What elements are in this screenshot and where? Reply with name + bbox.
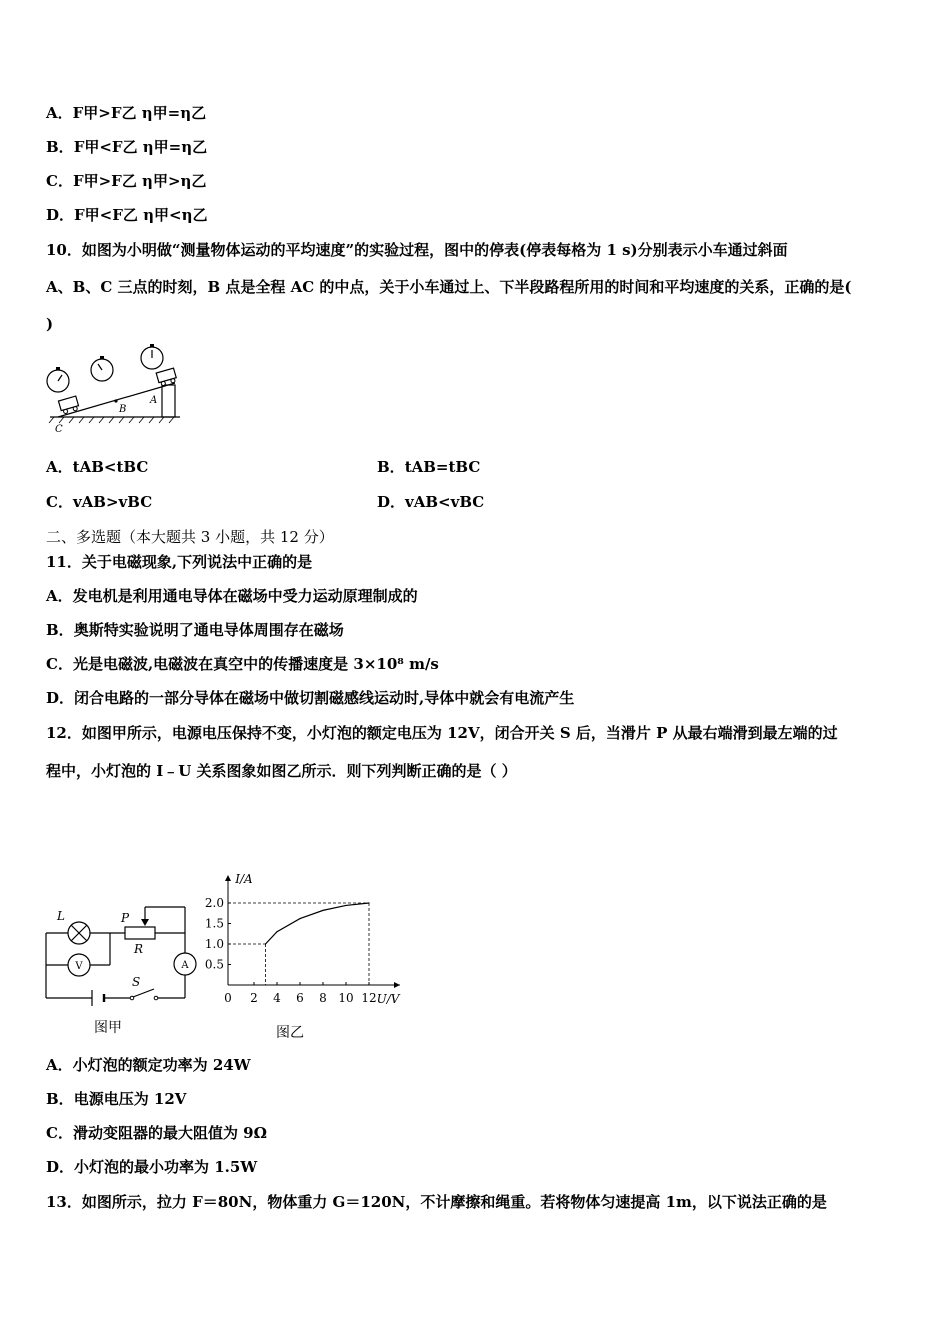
resistor-symbol [125,927,155,939]
iu-chart [200,865,410,1015]
q10-option-c: C．vAB>vBC [46,493,153,511]
q12-option-c: C．滑动变阻器的最大阻值为 9Ω [46,1124,267,1142]
battery-symbol [92,990,104,1006]
y-tick-label: 0.5 [204,957,224,972]
q10-stem-line2: A、B、C 三点的时刻，B 点是全程 AC 的中点，关于小车通过上、下半段路程所用的时间和平均速度的关系，正确的是( [46,278,852,296]
q10-incline-figure [40,340,190,435]
x-axis-label: U/V [376,992,400,1006]
q11-option-c-text: 光是电磁波,电磁波在真空中的传播速度是 3×10⁸ m/s [72,655,439,673]
data-point [276,931,277,932]
q9-option-c: C．F甲>F乙 η甲>η乙 [46,172,207,190]
q10-option-d: D．vAB<vBC [377,493,485,511]
q12-option-a: A．小灯泡的额定功率为 24W [46,1056,251,1074]
q11-option-d: D．闭合电路的一部分导体在磁场中做切割磁感线运动时,导体中就会有电流产生 [46,689,575,707]
x-tick-label: 0 [224,991,232,1005]
circuit-wires [46,907,185,998]
circuit-caption: 图甲 [94,1020,122,1036]
data-point [322,910,323,911]
q9-option-b: B．F甲<F乙 η甲=η乙 [46,138,208,156]
q10-option-b: B．tAB=tBC [377,458,481,476]
stopwatch-c [47,367,69,392]
q9-option-a-text: F甲>F乙 η甲=η乙 [72,104,207,122]
data-point [345,905,346,906]
data-point [299,918,300,919]
x-tick-label: 10 [338,991,354,1005]
ammeter-symbol [174,953,196,975]
q11-option-a: A．发电机是利用通电导体在磁场中受力运动原理制成的 [46,587,418,605]
q12-stem-line1: 12．如图甲所示，电源电压保持不变，小灯泡的额定电压为 12V，闭合开关 S 后，当滑片 P 从最右端滑到最左端的过 [46,724,838,742]
x-tick-label: 2 [250,991,258,1005]
section-heading: 二、多选题（本大题共 3 小题，共 12 分） [46,528,334,546]
q9-option-d: D．F甲<F乙 η甲<η乙 [46,206,208,224]
slider-label: P [121,911,130,925]
y-axis-arrow-icon [225,875,231,881]
q11-option-a-text: 发电机是利用通电导体在磁场中受力运动原理制成的 [72,587,418,605]
ammeter-label: A [181,960,189,971]
q9-option-b-text: F甲<F乙 η甲=η乙 [73,138,208,156]
q10-option-c-text: vAB>vBC [72,493,153,511]
q9-option-a: A．F甲>F乙 η甲=η乙 [46,104,207,122]
lamp-symbol [68,922,90,944]
lamp-label: L [57,909,65,923]
q12-option-b-text: 电源电压为 12V [73,1090,187,1108]
resistor-label: R [134,942,144,956]
slider-arrow-icon [141,919,149,926]
switch-label: S [132,975,141,989]
stopwatch-a [141,344,163,369]
y-tick-label: 1.5 [204,916,224,931]
x-tick-label: 8 [319,991,327,1005]
q12-option-d-text: 小灯泡的最小功率为 1.5W [74,1158,258,1176]
q10-option-a: A．tAB<tBC [46,458,149,476]
series-line-0 [266,903,370,944]
y-tick-label: 1.0 [204,937,224,951]
q11-option-d-text: 闭合电路的一部分导体在磁场中做切割磁感线运动时,导体中就会有电流产生 [74,689,575,707]
q12-option-d: D．小灯泡的最小功率为 1.5W [46,1158,258,1176]
chart-caption: 图乙 [276,1025,304,1041]
x-tick-label: 6 [296,991,304,1005]
x-tick-label: 12 [361,991,377,1005]
y-axis-label: I/A [235,872,253,886]
q10-option-b-text: tAB=tBC [404,458,481,476]
q11-option-c: C．光是电磁波,电磁波在真空中的传播速度是 3×10⁸ m/s [46,655,439,673]
q12-option-a-text: 小灯泡的额定功率为 24W [72,1056,251,1074]
q12-option-c-text: 滑动变阻器的最大阻值为 9Ω [72,1124,267,1142]
q11-stem: 11．关于电磁现象,下列说法中正确的是 [46,553,313,571]
q10-stem-line1: 10．如图为小明做“测量物体运动的平均速度”的实验过程，图中的停表(停表每格为 1 s)分别表示小车通过斜面 [46,241,788,259]
label-c: C [55,424,63,435]
q13-stem: 13．如图所示，拉力 F＝80N，物体重力 G＝120N，不计摩擦和绳重。若将物体匀速提高 1m，以下说法正确的是 [46,1193,827,1211]
x-tick-label: 4 [273,991,281,1005]
q11-option-b: B．奥斯特实验说明了通电导体周围存在磁场 [46,621,344,639]
q12-option-b: B．电源电压为 12V [46,1090,187,1108]
q12-stem-line2: 程中，小灯泡的 I﹣U 关系图象如图乙所示．则下列判断正确的是（ ） [46,762,517,780]
q10-option-a-text: tAB<tBC [72,458,149,476]
q10-option-d-text: vAB<vBC [405,493,485,511]
q9-option-d-text: F甲<F乙 η甲<η乙 [74,206,208,224]
q10-stem-line3: ) [46,315,54,333]
q12-circuit-figure [40,905,210,1045]
stopwatch-b [91,356,113,381]
switch-symbol [130,989,158,1000]
data-point [368,902,369,903]
q11-option-b-text: 奥斯特实验说明了通电导体周围存在磁场 [73,621,344,639]
point-b-dot [114,399,117,402]
label-a: A [150,395,158,406]
voltmeter-label: V [75,961,83,972]
x-axis-arrow-icon [394,982,400,988]
voltmeter-symbol [68,954,90,976]
q9-option-c-text: F甲>F乙 η甲>η乙 [72,172,207,190]
data-point [265,943,266,944]
label-b: B [119,404,127,415]
support-block [162,385,175,417]
ground-hatch [49,417,174,423]
y-tick-label: 2.0 [204,896,224,910]
